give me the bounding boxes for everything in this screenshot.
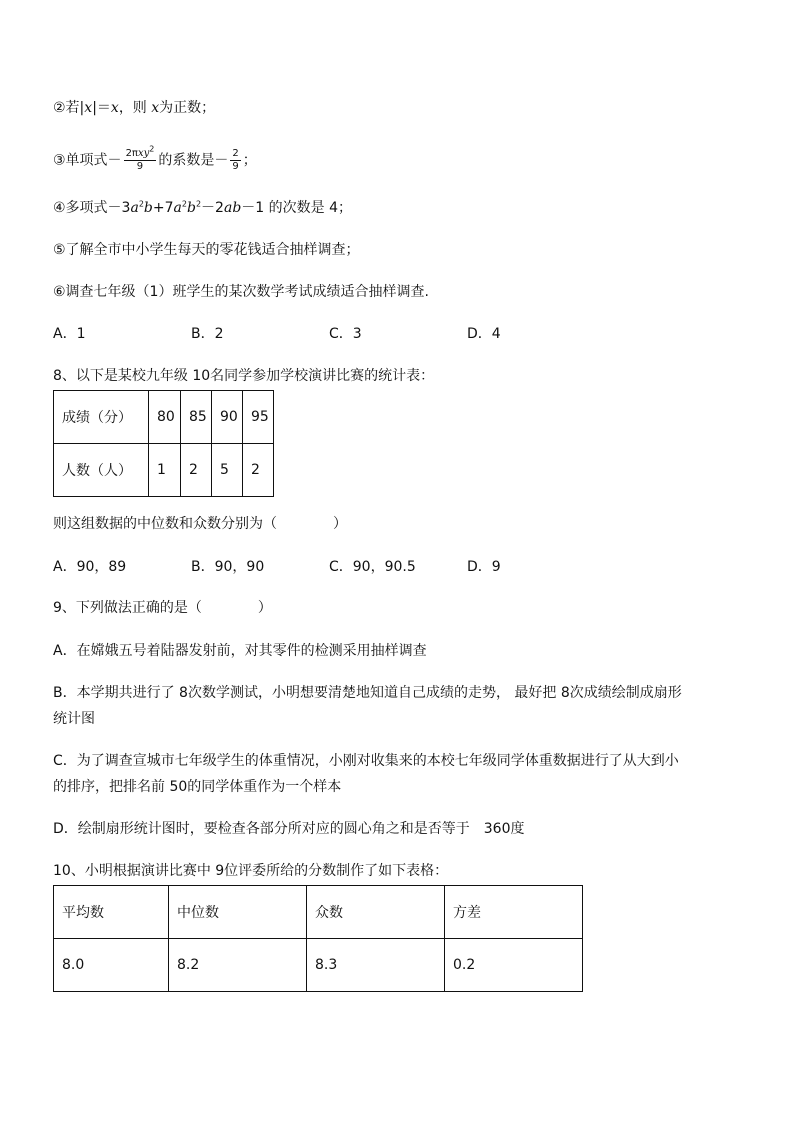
q9-option-d[interactable]: D．绘制扇形统计图时，要检查各部分所对应的圆心角之和是否等于 360度	[53, 821, 525, 837]
table-cell: 8.3	[307, 939, 445, 992]
table-cell: 2	[243, 444, 274, 497]
table-cell: 方差	[445, 886, 583, 939]
q8-stem: 8、以下是某校九年级 10名同学参加学校演讲比赛的统计表：	[53, 368, 435, 384]
table-cell: 2	[181, 444, 212, 497]
table-row	[54, 444, 274, 497]
table-cell: 8.0	[54, 939, 169, 992]
table-cell: 80	[149, 391, 181, 444]
q8-options	[53, 557, 605, 577]
q7-item-3: ③单项式－ $\frac{2\pi xy^2}{9}$ 的系数是－ $\frac{2}{9}$ ；	[53, 144, 257, 172]
coefficient-fraction: $\frac{2}{9}$	[232, 148, 239, 172]
table-row	[54, 391, 274, 444]
table-cell: 95	[243, 391, 274, 444]
table-cell: 1	[149, 444, 181, 497]
q8-option-b[interactable]: B．90，90	[191, 559, 265, 575]
table-cell: 90	[212, 391, 243, 444]
q8-option-c[interactable]: C．90，90.5	[329, 559, 416, 575]
q7-item-6: ⑥调查七年级（1）班学生的某次数学考试成绩适合抽样调查.	[53, 284, 429, 300]
q7-options	[53, 324, 605, 344]
table-cell: 平均数	[54, 886, 169, 939]
q7-item-2: ②若|x|＝x，则 x为正数；	[53, 100, 216, 116]
q8-question: 则这组数据的中位数和众数分别为（ ）	[53, 516, 347, 532]
q7-option-d[interactable]: D．4	[467, 326, 501, 342]
table-row	[54, 886, 583, 939]
table-cell: 众数	[307, 886, 445, 939]
q7-option-b[interactable]: B．2	[191, 326, 224, 342]
q10-stats-table	[53, 885, 583, 992]
q9-option-b-line2[interactable]: 统计图	[53, 711, 95, 727]
table-cell: 人数（人）	[54, 444, 149, 497]
q7-option-a[interactable]: A．1	[53, 326, 86, 342]
monomial-fraction: $\frac{2\pi xy^2}{9}$	[125, 144, 155, 172]
table-cell: 0.2	[445, 939, 583, 992]
q8-score-table	[53, 390, 274, 497]
q9-option-a[interactable]: A．在嫦娥五号着陆器发射前，对其零件的检测采用抽样调查	[53, 643, 427, 659]
table-cell: 8.2	[169, 939, 307, 992]
q7-item-5: ⑤了解全市中小学生每天的零花钱适合抽样调查；	[53, 242, 360, 258]
table-cell: 成绩（分）	[54, 391, 149, 444]
q8-option-a[interactable]: A．90，89	[53, 559, 127, 575]
q10-stem: 10、小明根据演讲比赛中 9位评委所给的分数制作了如下表格：	[53, 863, 449, 879]
q9-option-c-line2[interactable]: 的排序，把排名前 50的同学体重作为一个样本	[53, 779, 342, 795]
q7-option-c[interactable]: C．3	[329, 326, 362, 342]
q9-stem: 9、下列做法正确的是（ ）	[53, 600, 272, 616]
table-row	[54, 939, 583, 992]
q8-option-d[interactable]: D．9	[467, 559, 501, 575]
q7-item-4: ④多项式$-3a^2b+7a^2b^2-2ab-1$ 的次数是 4；	[53, 199, 352, 216]
table-cell: 85	[181, 391, 212, 444]
q9-option-b-line1[interactable]: B．本学期共进行了 8次数学测试，小明想要清楚地知道自己成绩的走势， 最好把 8次成绩绘制成扇形	[53, 685, 682, 701]
table-cell: 中位数	[169, 886, 307, 939]
q9-option-c-line1[interactable]: C．为了调查宣城市七年级学生的体重情况，小刚对收集来的本校七年级同学体重数据进行了从大到小	[53, 753, 679, 769]
table-cell: 5	[212, 444, 243, 497]
